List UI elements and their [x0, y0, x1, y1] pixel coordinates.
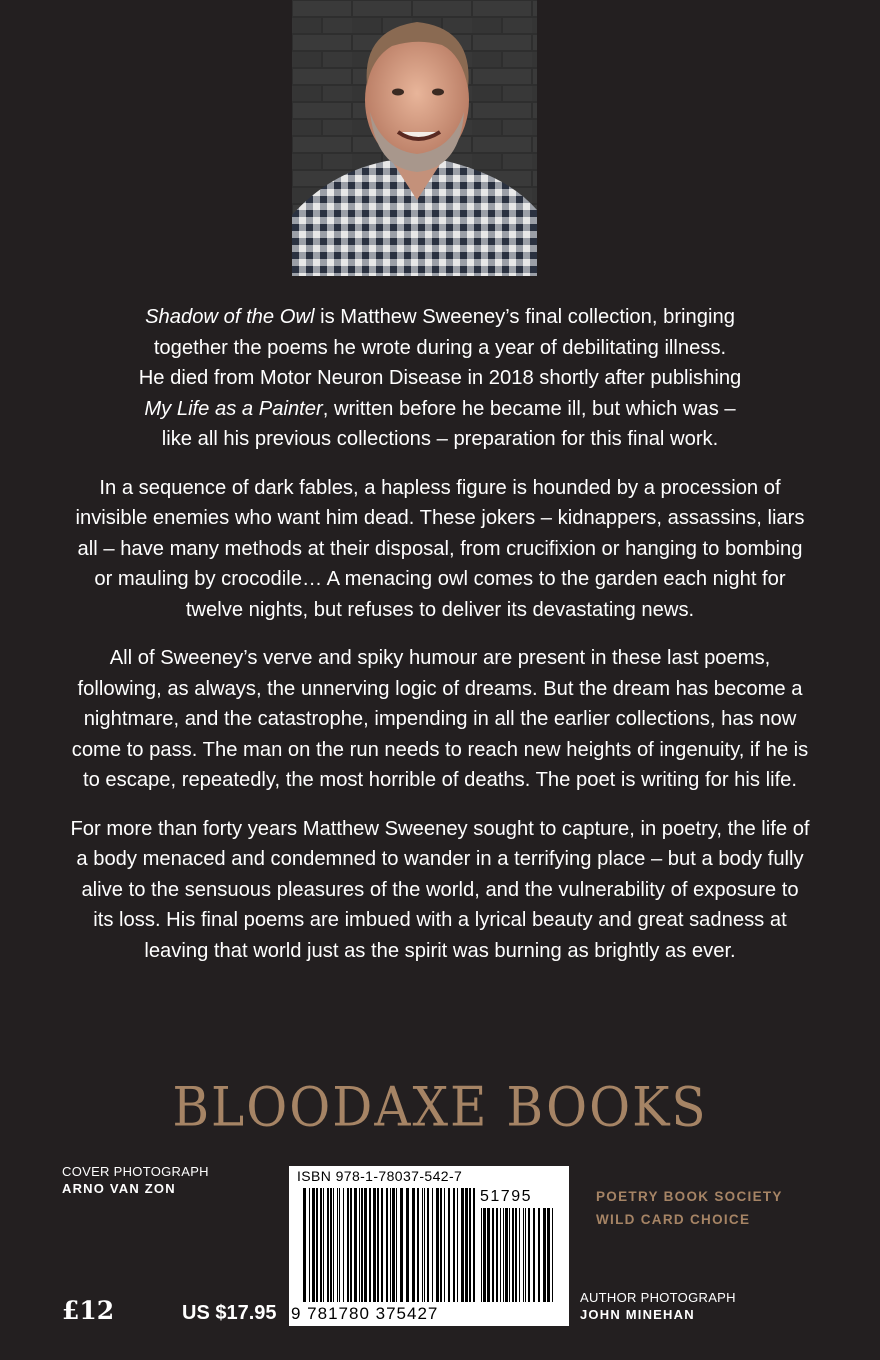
- barcode-bar: [453, 1188, 455, 1302]
- barcode-bar: [538, 1208, 540, 1302]
- publisher-logo: BLOODAXE BOOKS: [172, 1075, 708, 1139]
- barcode-bar: [469, 1188, 471, 1302]
- blurb-paragraph-4: For more than forty years Matthew Sweeney sought to capture, in poetry, the life of a body menaced and condemned to wander in a terrifying place – but a body fully alive to the sensuous pleasures of the world, and the vulnerability of exposure to its loss. His final poems are imbued with a lyrical beauty and great sadness at leaving that world just as the spirit was burning as brightly as ever.: [70, 817, 810, 962]
- barcode-bar: [406, 1188, 409, 1302]
- barcode-bar: [503, 1208, 504, 1302]
- barcode-bar: [528, 1208, 530, 1302]
- poetry-book-society-badge: [596, 1185, 783, 1231]
- barcode-bar: [337, 1188, 338, 1302]
- barcode-bar: [457, 1188, 458, 1302]
- barcode-bar: [505, 1208, 508, 1302]
- blurb: [70, 302, 810, 984]
- barcode-bar: [316, 1188, 318, 1302]
- ean-barcode-bars: [303, 1188, 477, 1302]
- blurb-text: like all his previous collections – preparation for this final work.: [161, 428, 719, 450]
- barcode-bar: [444, 1188, 445, 1302]
- author-credit-name: JOHN MINEHAN: [580, 1307, 695, 1322]
- psb-line-1: POETRY BOOK SOCIETY: [596, 1189, 783, 1204]
- barcode-bar: [350, 1188, 352, 1302]
- author-photo: [292, 0, 537, 276]
- barcode-bar: [523, 1208, 524, 1302]
- barcode-bar: [525, 1208, 526, 1302]
- barcode-bar: [364, 1188, 367, 1302]
- barcode-bar: [392, 1188, 395, 1302]
- blurb-paragraph-3: All of Sweeney’s verve and spiky humour are present in these last poems, following, as always, the unnerving logic of dreams. But the dream has become a nightmare, and the catastrophe, impending in all the earlier collections, has now come to pass. The man on the run needs to reach new heights of ingenuity, if he is to escape, repeatedly, the most horrible of deaths. The poet is writing for his life.: [71, 647, 809, 791]
- barcode-bar: [487, 1208, 490, 1302]
- isbn-number: ISBN 978-1-78037-542-7: [297, 1168, 463, 1184]
- barcode-bar: [473, 1188, 475, 1302]
- cover-credit-name: ARNO VAN ZON: [62, 1181, 176, 1196]
- cover-photo-credit: [62, 1164, 209, 1198]
- barcode-bar: [369, 1188, 371, 1302]
- author-credit-label: AUTHOR PHOTOGRAPH: [580, 1290, 736, 1305]
- author-portrait-image: [292, 0, 537, 276]
- price-addon-digits: 51795: [480, 1188, 532, 1205]
- barcode-bar: [347, 1188, 349, 1302]
- barcode-bar: [361, 1188, 363, 1302]
- barcode-bar: [354, 1188, 357, 1302]
- barcode-bar: [440, 1188, 442, 1302]
- barcode-bar: [500, 1208, 501, 1302]
- price-gbp: £12: [62, 1296, 115, 1325]
- blurb-paragraph-2: In a sequence of dark fables, a hapless figure is hounded by a procession of invisible enemies who want him dead. These jokers – kidnappers, assassins, liars all – have many methods at their disposal, from crucifixion or hanging to bombing or mauling by crocodile… A menacing owl comes to the garden each night for twelve nights, but refuses to deliver its devastating news.: [75, 476, 805, 621]
- blurb-paragraph-1: [70, 302, 810, 455]
- barcode-bar: [515, 1208, 517, 1302]
- barcode-bar: [492, 1208, 494, 1302]
- barcode-bar: [303, 1188, 306, 1302]
- barcode-bar: [320, 1188, 322, 1302]
- barcode-bar: [543, 1208, 546, 1302]
- barcode-bar: [327, 1188, 329, 1302]
- barcode-bar: [519, 1208, 520, 1302]
- barcode-bar: [312, 1188, 315, 1302]
- barcode-bar: [461, 1188, 464, 1302]
- barcode-bar: [448, 1188, 450, 1302]
- barcode-bar: [427, 1188, 429, 1302]
- barcode-bar: [465, 1188, 468, 1302]
- barcode: [289, 1166, 569, 1326]
- barcode-bar: [436, 1188, 439, 1302]
- cover-credit-label: COVER PHOTOGRAPH: [62, 1164, 209, 1179]
- barcode-bar: [412, 1188, 415, 1302]
- previous-book-title: My Life as a Painter: [144, 397, 323, 420]
- barcode-bar: [339, 1188, 340, 1302]
- barcode-bar: [333, 1188, 334, 1302]
- barcode-bar: [533, 1208, 535, 1302]
- barcode-bar: [400, 1188, 403, 1302]
- price-us: US $17.95: [182, 1302, 277, 1324]
- book-title: Shadow of the Owl: [145, 306, 315, 328]
- barcode-bar: [552, 1208, 553, 1302]
- barcode-bar: [483, 1208, 486, 1302]
- psb-line-2: WILD CARD CHOICE: [596, 1212, 751, 1227]
- blurb-text: is Matthew Sweeney’s final collection, bringing: [314, 306, 735, 328]
- barcode-bar: [424, 1188, 425, 1302]
- barcode-bar: [481, 1208, 482, 1302]
- addon-barcode-bars: [481, 1208, 553, 1302]
- barcode-bar: [381, 1188, 383, 1302]
- barcode-bar: [509, 1208, 510, 1302]
- barcode-bar: [309, 1188, 310, 1302]
- blurb-text: , written before he became ill, but which was –: [322, 397, 736, 420]
- author-photo-credit: [580, 1290, 736, 1324]
- barcode-bar: [343, 1188, 344, 1302]
- barcode-bar: [323, 1188, 324, 1302]
- barcode-bar: [390, 1188, 391, 1302]
- barcode-bar: [373, 1188, 376, 1302]
- barcode-bar: [330, 1188, 332, 1302]
- barcode-bar: [396, 1188, 397, 1302]
- barcode-bar: [359, 1188, 360, 1302]
- barcode-bar: [417, 1188, 419, 1302]
- barcode-bar: [547, 1208, 550, 1302]
- ean-digits: 9 781780 375427: [291, 1304, 439, 1323]
- barcode-bar: [496, 1208, 498, 1302]
- barcode-bar: [377, 1188, 379, 1302]
- barcode-bar: [422, 1188, 423, 1302]
- barcode-bar: [386, 1188, 388, 1302]
- barcode-bar: [512, 1208, 514, 1302]
- blurb-text: He died from Motor Neuron Disease in 2018 shortly after publishing: [138, 367, 742, 389]
- barcode-bar: [432, 1188, 433, 1302]
- blurb-text: together the poems he wrote during a year of debilitating illness.: [153, 336, 727, 359]
